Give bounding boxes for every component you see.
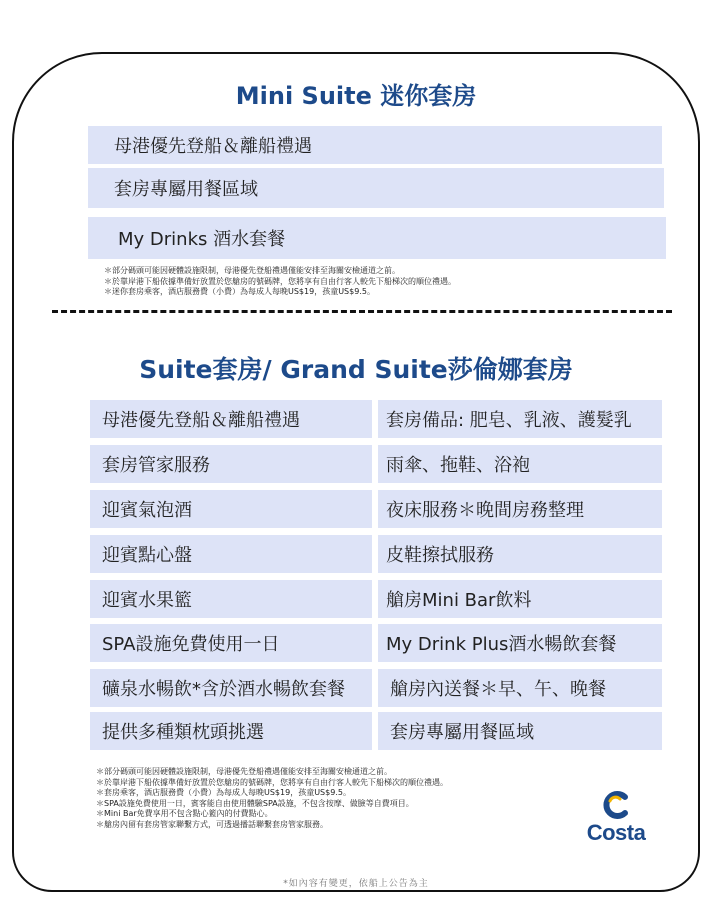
suite-left-item: 套房管家服務 xyxy=(90,445,372,483)
suite-note: ＊Mini Bar免費享用不包含點心籃內的付費點心。 xyxy=(96,809,273,818)
suite-note: ＊艙房內留有套房管家聯繫方式，可透過播話聯繫套房管家服務。 xyxy=(96,819,328,829)
suite-right-item: 套房專屬用餐區域 xyxy=(378,712,662,750)
footer-disclaimer: *如內容有變更，依船上公告為主 xyxy=(283,879,429,889)
costa-c-logo-icon xyxy=(601,790,631,820)
suite-right-item: 夜床服務＊晚間房務整理 xyxy=(378,490,662,528)
suite-left-item: 提供多種類枕頭挑選 xyxy=(90,712,372,750)
mini-suite-item: My Drinks 酒水套餐 xyxy=(88,217,666,259)
mini-suite-note: ＊部分碼頭可能因硬體設施限制，母港優先登船禮遇僅能安排至海關安檢通道之前。 xyxy=(104,266,400,275)
suite-right-item: My Drink Plus酒水暢飲套餐 xyxy=(378,624,662,662)
suite-left-item: 迎賓氣泡酒 xyxy=(90,490,372,528)
mini-suite-note: ＊迷你套房乘客，酒店服務費（小費）為每成人每晚US$19，孩童US$9.5。 xyxy=(104,287,375,296)
suite-note: ＊套房乘客，酒店服務費（小費）為每成人每晚US$19，孩童US$9.5。 xyxy=(96,788,351,797)
costa-logo xyxy=(574,790,658,852)
suite-right-item: 皮鞋擦拭服務 xyxy=(378,535,662,573)
suite-notes xyxy=(96,767,448,830)
mini-suite-item: 母港優先登船＆離船禮遇 xyxy=(88,126,662,164)
suite-title: Suite套房/ Grand Suite莎倫娜套房 xyxy=(139,355,573,384)
costa-logo-text: Costa xyxy=(586,820,646,845)
suite-right-item: 雨傘、拖鞋、浴袍 xyxy=(378,445,662,483)
mini-suite-note: ＊於靠岸港下船依據準備好放置於您艙房的號碼牌，您將享有自由行客人較先下船梯次的順位禮遇。 xyxy=(104,276,456,286)
suite-left-item: 迎賓點心盤 xyxy=(90,535,372,573)
suite-note: ＊於靠岸港下船依據準備好放置於您艙房的號碼牌，您將享有自由行客人較先下船梯次的順位禮遇。 xyxy=(96,777,448,787)
suite-right-item: 套房備品: 肥皂、乳液、護髮乳 xyxy=(378,400,662,438)
suite-left-item: 母港優先登船＆離船禮遇 xyxy=(90,400,372,438)
mini-suite-title: Mini Suite 迷你套房 xyxy=(235,82,477,110)
suite-right-item: 艙房內送餐＊早、午、晚餐 xyxy=(378,669,662,707)
mini-suite-notes xyxy=(104,266,456,298)
suite-left-item: 礦泉水暢飲*含於酒水暢飲套餐 xyxy=(90,669,372,707)
suite-left-item: 迎賓水果籃 xyxy=(90,580,372,618)
suite-right-item: 艙房Mini Bar飲料 xyxy=(378,580,662,618)
suite-note: ＊部分碼頭可能因硬體設施限制，母港優先登船禮遇僅能安排至海關安檢通道之前。 xyxy=(96,767,392,776)
section-divider xyxy=(52,310,672,313)
suite-note: ＊SPA設施免費使用一日，賓客能自由使用體驗SPA設施，不包含按摩、做臉等自費項目。 xyxy=(96,798,414,808)
suite-left-item: SPA設施免費使用一日 xyxy=(90,624,372,662)
mini-suite-item: 套房專屬用餐區域 xyxy=(88,168,664,208)
